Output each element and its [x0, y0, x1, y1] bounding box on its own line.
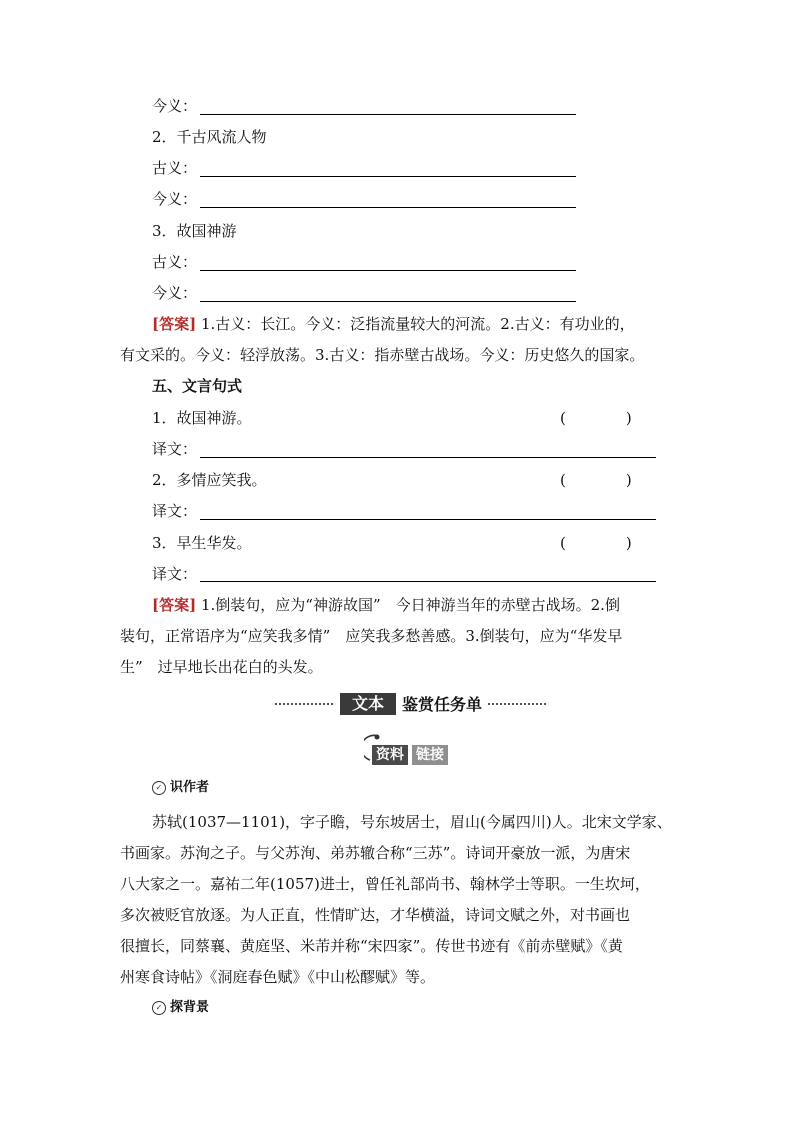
- ref-link-part1: 资料: [372, 745, 408, 765]
- author-heading: 识作者: [170, 780, 210, 795]
- answer-blank[interactable]: [200, 114, 576, 115]
- jinyi-label-3: 今义：: [152, 284, 198, 302]
- translation-blank[interactable]: [200, 519, 656, 520]
- author-line: 苏轼(1037—1101)，字子瞻，号东坡居士，眉山(今属四川)人。北宋文学家、: [152, 813, 672, 831]
- sentence-item-1: 1．故国神游。: [152, 409, 252, 427]
- ref-link-part2: 链接: [412, 745, 448, 765]
- banner-divider-right: [488, 703, 546, 705]
- guyi-label-3: 古义：: [152, 253, 198, 271]
- sentence-item-2: 2．多情应笑我。: [152, 471, 267, 489]
- section-title: 五、文言句式: [152, 377, 243, 395]
- author-line: 很擅长，同蔡襄、黄庭坚、米芾并称“宋四家”。传世书迹有《前赤壁赋》《黄: [120, 937, 623, 955]
- answer-block-2: [152, 595, 620, 615]
- background-circle-icon: ✓: [152, 1001, 166, 1015]
- answer-paren[interactable]: ( ): [560, 409, 632, 427]
- author-line: 多次被贬官放逐。为人正直，性情旷达，才华横溢，诗词文赋之外，对书画也: [120, 906, 631, 924]
- jinyi-label-2: 今义：: [152, 190, 198, 208]
- banner-badge: 文本: [340, 693, 396, 715]
- answer-paren[interactable]: ( ): [560, 534, 632, 552]
- answer-text: 1.古义：长江。今义：泛指流量较大的河流。2.古义：有功业的，: [200, 315, 635, 333]
- background-heading: 探背景: [170, 1000, 210, 1015]
- translate-label: 译文：: [152, 565, 198, 583]
- banner-divider-left: [275, 703, 333, 705]
- answer-line: 装句，正常语序为“应笑我多情” 应笑我多愁善感。3.倒装句，应为“华发早: [120, 627, 623, 645]
- answer-text: 1.倒装句，应为“神游故国” 今日神游当年的赤壁古战场。2.倒: [200, 596, 620, 614]
- answer-blank[interactable]: [200, 207, 576, 208]
- answer-blank[interactable]: [200, 270, 576, 271]
- banner-title: 鉴赏任务单: [402, 695, 483, 714]
- author-line: 州寒食诗帖》《洞庭春色赋》《中山松醪赋》等。: [120, 968, 436, 986]
- author-line: 八大家之一。嘉祐二年(1057)进士，曾任礼部尚书、翰林学士等职。一生坎坷，: [120, 875, 650, 893]
- answer-line: 有文采的。今义：轻浮放荡。3.古义：指赤壁古战场。今义：历史悠久的国家。: [120, 346, 645, 364]
- answer-block-1: [152, 314, 635, 334]
- answer-blank[interactable]: [200, 176, 576, 177]
- jinyi-label-1: 今义：: [152, 97, 198, 115]
- answer-paren[interactable]: ( ): [560, 471, 632, 489]
- author-line: 书画家。苏洵之子。与父苏洵、弟苏辙合称“三苏”。诗词开豪放一派，为唐宋: [120, 844, 631, 862]
- translate-label: 译文：: [152, 502, 198, 520]
- translation-blank[interactable]: [200, 457, 656, 458]
- translate-label: 译文：: [152, 440, 198, 458]
- vocab-item-3: 3．故国神游: [152, 222, 237, 240]
- sentence-item-3: 3．早生华发。: [152, 534, 252, 552]
- answer-line: 生” 过早地长出花白的头发。: [120, 658, 323, 676]
- translation-blank[interactable]: [200, 581, 656, 582]
- guyi-label-2: 古义：: [152, 159, 198, 177]
- answer-tag: [答案]: [152, 596, 197, 614]
- answer-blank[interactable]: [200, 301, 576, 302]
- author-circle-icon: ✓: [152, 781, 166, 795]
- vocab-item-2: 2．千古风流人物: [152, 128, 267, 146]
- answer-tag: [答案]: [152, 315, 197, 333]
